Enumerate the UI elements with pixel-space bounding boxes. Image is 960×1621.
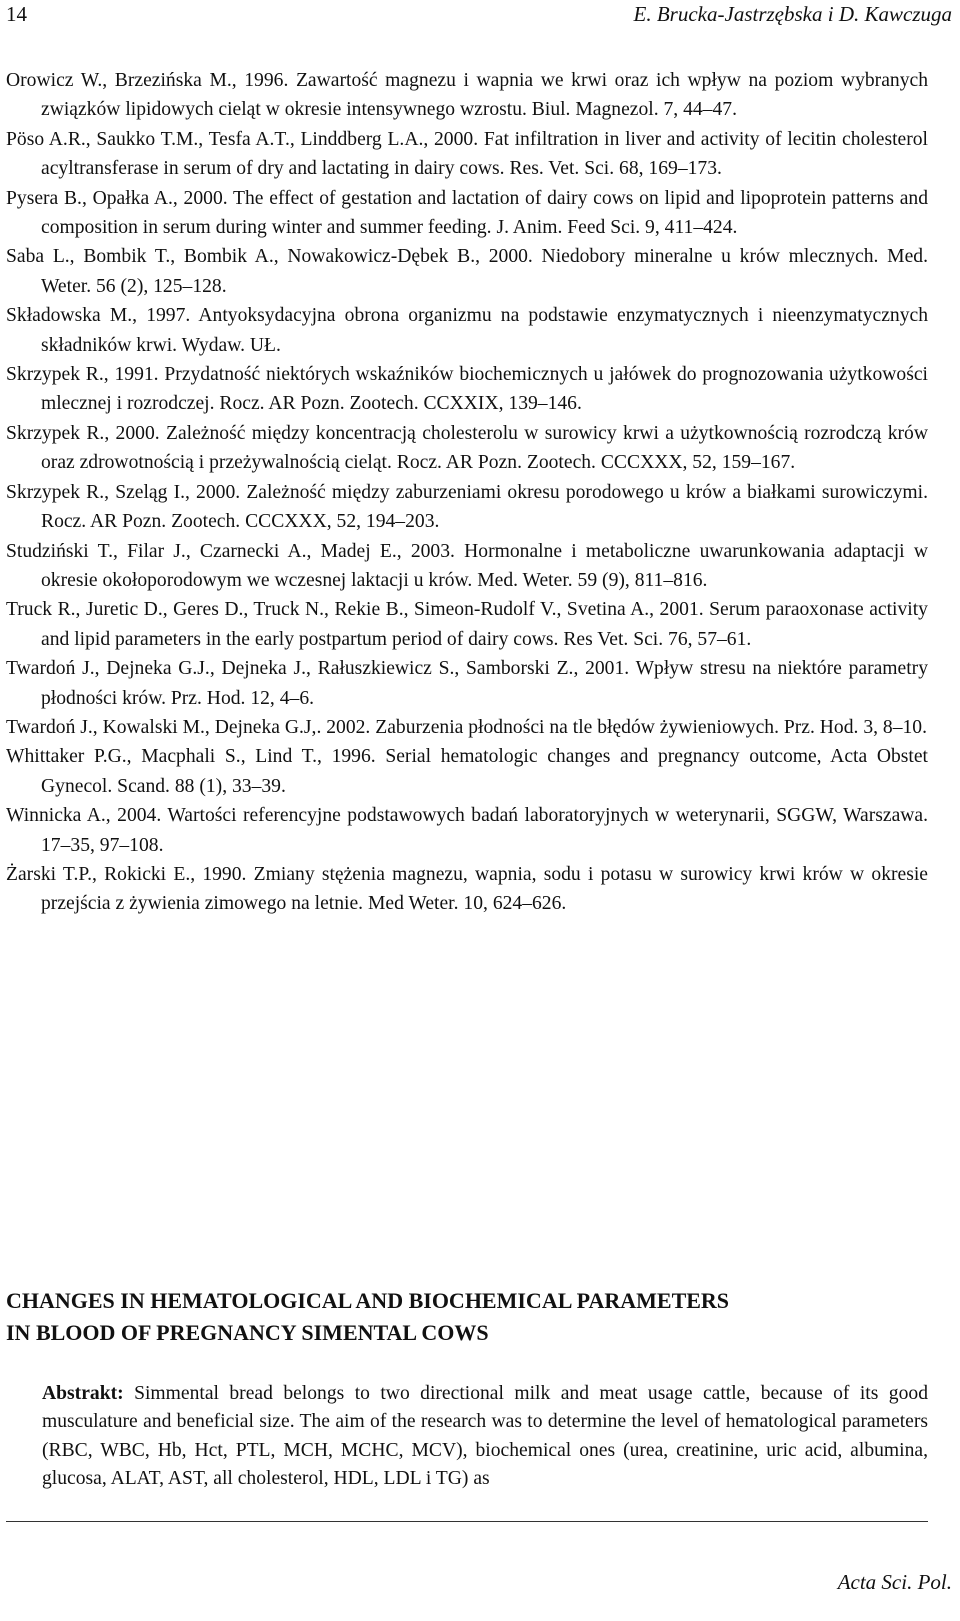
reference-details: Antyoksydacyjna obrona organizmu na podstawie enzymatycznych i nieenzymatycznych składników krwi. Wydaw. UŁ. — [41, 305, 928, 356]
reference-authors: Składowska M., 1997. — [6, 305, 191, 327]
reference-entry — [6, 801, 928, 860]
reference-entry — [6, 125, 928, 184]
reference-entry — [6, 301, 928, 360]
reference-details: Wpływ stresu na niektóre parametry płodności krów. Prz. Hod. 12, 4–6. — [41, 658, 928, 709]
reference-entry — [6, 742, 928, 801]
reference-authors: Pöso A.R., Saukko T.M., Tesfa A.T., Linddberg L.A., 2000. — [6, 128, 479, 150]
reference-details: Wartości referencyjne podstawowych badań laboratoryjnych w weterynarii, SGGW, Warszawa. 17–35, 97–108. — [41, 805, 929, 856]
reference-details: Hormonalne i metaboliczne uwarunkowania adaptacji w okresie okołoporodowym we wczesnej laktacji u krów. Med. Weter. 59 (9), 811–816. — [41, 540, 928, 591]
page-number: 14 — [6, 2, 27, 26]
reference-authors: Whittaker P.G., Macphali S., Lind T., 1996. — [6, 746, 376, 768]
running-head: E. Brucka-Jastrzębska i D. Kawczuga — [633, 2, 952, 26]
reference-details: Serum paraoxonase activity and lipid parameters in the early postpartum period of dairy cows. Res Vet. Sci. 76, 57–61. — [41, 599, 928, 650]
reference-entry — [6, 184, 928, 243]
reference-entry — [6, 419, 928, 478]
reference-entry — [6, 654, 928, 713]
reference-entry — [6, 537, 928, 596]
abstract — [42, 1380, 928, 1494]
reference-list — [6, 66, 928, 919]
reference-details: Zależność między zaburzeniami okresu porodowego u krów a białkami surowiczymi. Rocz. AR Pozn. Zootech. CCCXXX, 52, 194–203. — [41, 481, 928, 533]
article-title-line: CHANGES IN HEMATOLOGICAL AND BIOCHEMICAL PARAMETERS — [6, 1288, 730, 1313]
reference-entry — [6, 860, 928, 919]
journal-footer: Acta Sci. Pol. — [837, 1570, 952, 1594]
reference-authors: Truck R., Juretic D., Geres D., Truck N., Rekie B., Simeon-Rudolf V., Svetina A., 2001. — [6, 599, 704, 621]
reference-authors: Skrzypek R., Szeląg I., 2000. — [6, 481, 241, 503]
reference-entry — [6, 242, 928, 301]
reference-entry — [6, 713, 928, 742]
abstract-text: Simmental bread belongs to two directional milk and meat usage cattle, because of its good musculature and beneficial size. The aim of the research was to determine the level of hematological parameters (RBC, WBC, Hb, Hct, PTL, MCH, MCHC, MCV), biochemical ones (urea, creatinine, uric acid, albumina, glucosa, ALAT, AST, all cholesterol, HDL, LDL i TG) as — [42, 1383, 928, 1490]
reference-authors: Twardoń J., Dejneka G.J., Dejneka J., Rałuszkiewicz S., Samborski Z., 2001. — [6, 658, 630, 680]
article-title — [6, 1285, 928, 1349]
reference-entry — [6, 478, 928, 537]
abstract-label: Abstrakt: — [42, 1383, 124, 1404]
reference-details: Przydatność niektórych wskaźników biochemicznych u jałówek do prognozowania użytkowości mlecznej i rozrodczej. Rocz. AR Pozn. Zootech. CCXXIX, 139–146. — [41, 364, 928, 415]
article-title-line: IN BLOOD OF PREGNANCY SIMENTAL COWS — [6, 1320, 489, 1345]
reference-authors: Winnicka A., 2004. — [6, 805, 162, 827]
reference-details: Fat infiltration in liver and activity of lecitin cholesterol acyltransferase in serum of dry and lactating in dairy cows. Res. Vet. Sci. 68, 169–173. — [41, 128, 928, 180]
reference-authors: Orowicz W., Brzezińska M., 1996. — [6, 70, 289, 91]
reference-details: The effect of gestation and lactation of dairy cows on lipid and lipoprotein patterns and composition in serum during winter and summer feeding. J. Anim. Feed Sci. 9, 411–424. — [41, 187, 928, 239]
footer-divider — [6, 1521, 928, 1522]
reference-authors: Żarski T.P., Rokicki E., 1990. — [6, 863, 247, 885]
reference-authors: Pysera B., Opałka A., 2000. — [6, 187, 228, 209]
reference-authors: Saba L., Bombik T., Bombik A., Nowakowicz-Dębek B., 2000. — [6, 246, 533, 268]
reference-entry — [6, 66, 928, 125]
reference-details: Serial hematologic changes and pregnancy outcome, Acta Obstet Gynecol. Scand. 88 (1), 33–39. — [41, 746, 928, 797]
reference-details: Zawartość magnezu i wapnia we krwi oraz ich wpływ na poziom wybranych związków lipidowych cieląt w okresie intensywnego wzrostu. Biul. Magnezol. 7, 44–47. — [41, 70, 928, 121]
reference-entry — [6, 360, 928, 419]
reference-authors: Studziński T., Filar J., Czarnecki A., Madej E., 2003. — [6, 540, 455, 562]
reference-details: Niedobory mineralne u krów mlecznych. Med. Weter. 56 (2), 125–128. — [41, 246, 928, 297]
reference-details: Zmiany stężenia magnezu, wapnia, sodu i potasu w surowicy krwi krów w okresie przejścia z żywienia zimowego na letnie. Med Weter. 10, 624–626. — [41, 863, 929, 915]
reference-authors: Skrzypek R., 1991. — [6, 364, 159, 386]
reference-details: Zależność między koncentracją cholesterolu w surowicy krwi a użytkownością rozrodczą krów oraz zdrowotnością i przeżywalnością cieląt. Rocz. AR Pozn. Zootech. CCCXXX, 52, 159–167. — [41, 422, 928, 474]
reference-authors: Twardoń J., Kowalski M., Dejneka G.J,. 2002. — [6, 716, 371, 738]
reference-details: Zaburzenia płodności na tle błędów żywieniowych. Prz. Hod. 3, 8–10. — [375, 716, 928, 738]
reference-entry — [6, 595, 928, 654]
reference-authors: Skrzypek R., 2000. — [6, 422, 160, 444]
